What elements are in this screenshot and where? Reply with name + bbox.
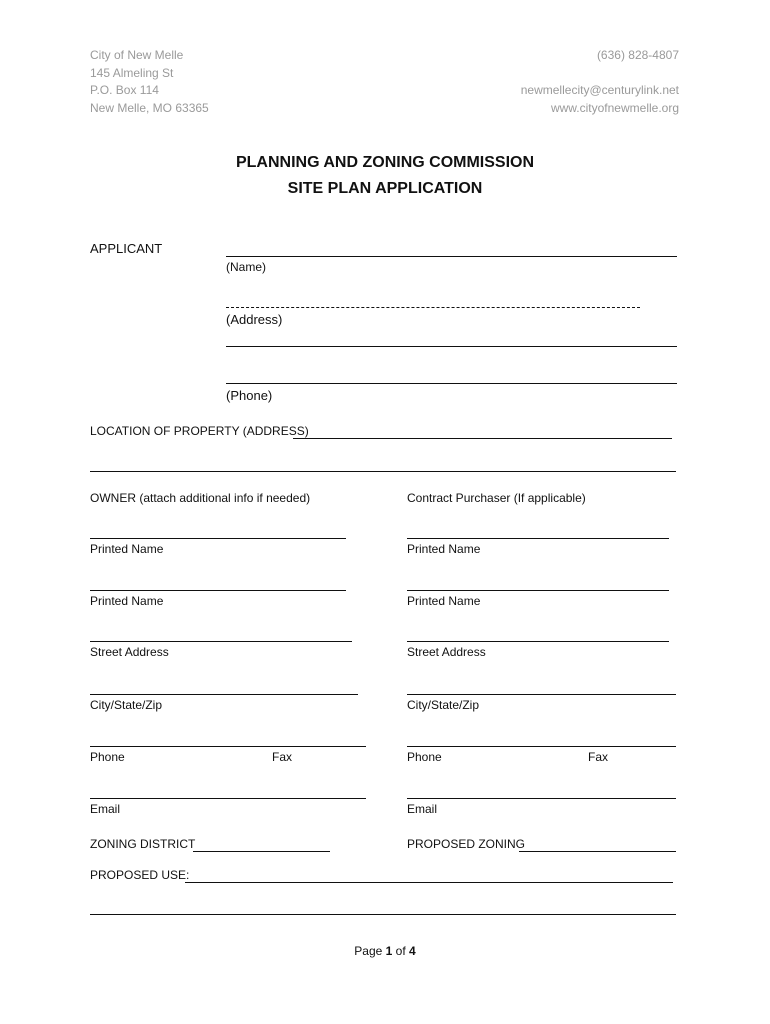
applicant-address-line-1[interactable]: [226, 307, 640, 308]
current-page: 1: [385, 944, 393, 958]
org-email[interactable]: newmellecity@centurylink.net: [520, 83, 679, 97]
purchaser-city-label: City/State/Zip: [407, 698, 480, 712]
owner-printed-name-1-label: Printed Name: [90, 542, 164, 556]
of-word: of: [395, 944, 406, 958]
page-word: Page: [354, 944, 383, 958]
applicant-name-caption: (Name): [226, 260, 267, 274]
owner-printed-name-1-line[interactable]: [90, 538, 346, 539]
owner-heading: OWNER (attach additional info if needed): [90, 491, 311, 505]
proposed-use-line-2[interactable]: [90, 914, 676, 915]
location-line-1[interactable]: [293, 438, 672, 439]
org-website[interactable]: www.cityofnewmelle.org: [550, 101, 679, 115]
zoning-district-label: ZONING DISTRICT: [90, 837, 196, 851]
purchaser-street-line[interactable]: [407, 641, 669, 642]
applicant-phone-line[interactable]: [226, 383, 677, 384]
purchaser-phone-label: Phone: [407, 750, 442, 764]
owner-city-label: City/State/Zip: [90, 698, 163, 712]
org-phone: (636) 828-4807: [596, 48, 679, 62]
owner-email-line[interactable]: [90, 798, 366, 799]
purchaser-city-line[interactable]: [407, 694, 676, 695]
form-title-line1: PLANNING AND ZONING COMMISSION: [235, 154, 535, 171]
purchaser-printed-name-1-line[interactable]: [407, 538, 669, 539]
org-name: City of New Melle: [90, 48, 184, 62]
purchaser-email-line[interactable]: [407, 798, 676, 799]
purchaser-phone-fax-line[interactable]: [407, 746, 676, 747]
applicant-address-line-2[interactable]: [226, 346, 677, 347]
purchaser-street-label: Street Address: [407, 645, 486, 659]
proposed-zoning-line[interactable]: [519, 851, 676, 852]
owner-phone-fax-line[interactable]: [90, 746, 366, 747]
location-line-2[interactable]: [90, 471, 676, 472]
total-pages: 4: [409, 944, 416, 958]
purchaser-printed-name-1-label: Printed Name: [407, 542, 481, 556]
owner-city-line[interactable]: [90, 694, 358, 695]
applicant-address-caption: (Address): [226, 312, 283, 327]
org-po-box: P.O. Box 114: [90, 83, 159, 97]
location-label: LOCATION OF PROPERTY (ADDRESS): [90, 424, 309, 438]
owner-street-label: Street Address: [90, 645, 169, 659]
purchaser-heading: Contract Purchaser (If applicable): [407, 491, 586, 505]
purchaser-printed-name-2-line[interactable]: [407, 590, 669, 591]
proposed-zoning-label: PROPOSED ZONING: [407, 837, 526, 851]
owner-street-line[interactable]: [90, 641, 352, 642]
proposed-use-line-1[interactable]: [185, 882, 673, 883]
owner-phone-label: Phone: [90, 750, 125, 764]
purchaser-fax-label: Fax: [588, 750, 609, 764]
owner-printed-name-2-line[interactable]: [90, 590, 346, 591]
purchaser-email-label: Email: [407, 802, 438, 816]
owner-fax-label: Fax: [272, 750, 293, 764]
org-street: 145 Almeling St: [90, 66, 174, 80]
page-footer: [0, 944, 770, 958]
form-title-line2: SITE PLAN APPLICATION: [287, 180, 483, 197]
purchaser-printed-name-2-label: Printed Name: [407, 594, 481, 608]
applicant-phone-caption: (Phone): [226, 388, 273, 403]
zoning-district-line[interactable]: [193, 851, 330, 852]
org-city-line: New Melle, MO 63365: [90, 101, 209, 115]
owner-printed-name-2-label: Printed Name: [90, 594, 164, 608]
proposed-use-label: PROPOSED USE:: [90, 868, 190, 882]
applicant-label: APPLICANT: [90, 241, 163, 256]
owner-email-label: Email: [90, 802, 121, 816]
applicant-name-line[interactable]: [226, 256, 677, 257]
